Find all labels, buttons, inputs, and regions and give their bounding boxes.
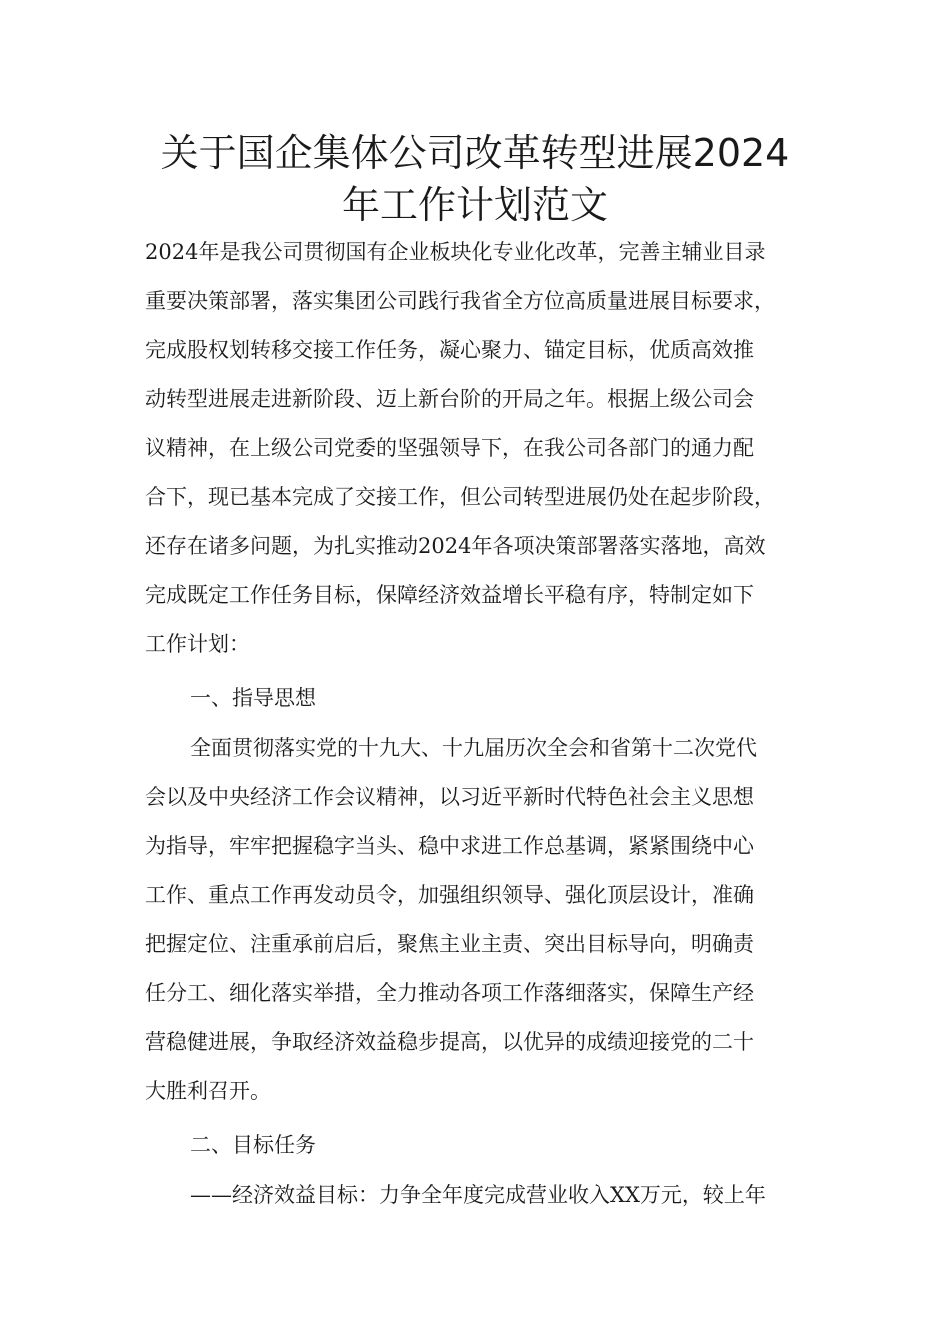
section-heading-guiding-thought: 一、指导思想: [190, 686, 316, 710]
intro-line: 议精神，在上级公司党委的坚强领导下，在我公司各部门的通力配: [145, 436, 754, 460]
section1-line: 为指导，牢牢把握稳字当头、稳中求进工作总基调，紧紧围绕中心: [145, 834, 754, 858]
section1-line: 营稳健进展，争取经济效益稳步提高，以优异的成绩迎接党的二十: [145, 1030, 754, 1054]
section1-line: 任分工、细化落实举措，全力推动各项工作落细落实，保障生产经: [145, 981, 754, 1005]
intro-line: 动转型进展走进新阶段、迈上新台阶的开局之年。根据上级公司会: [145, 387, 754, 411]
intro-line: 完成股权划转移交接工作任务，凝心聚力、锚定目标，优质高效推: [145, 338, 754, 362]
intro-line: 完成既定工作任务目标，保障经济效益增长平稳有序，特制定如下: [145, 583, 754, 607]
section1-line: 工作、重点工作再发动员令，加强组织领导、强化顶层设计，准确: [145, 883, 754, 907]
section1-line: 大胜利召开。: [145, 1079, 271, 1103]
intro-line: 还存在诸多问题，为扎实推动2024年各项决策部署落实落地，高效: [145, 534, 766, 558]
document-title-line-1: 关于国企集体公司改革转型进展2024: [160, 131, 790, 175]
document-title-line-2: 年工作计划范文: [341, 183, 608, 227]
section-heading-objectives: 二、目标任务: [190, 1133, 316, 1157]
section1-line: 全面贯彻落实党的十九大、十九届历次全会和省第十二次党代: [190, 736, 757, 760]
section1-line: 把握定位、注重承前启后，聚焦主业主责、突出目标导向，明确责: [145, 932, 754, 956]
section1-line: 会以及中央经济工作会议精神，以习近平新时代特色社会主义思想: [145, 785, 754, 809]
intro-line: 工作计划：: [145, 632, 250, 656]
section2-line: ——经济效益目标：力争全年度完成营业收入XX万元，较上年: [190, 1183, 766, 1207]
intro-line: 合下，现已基本完成了交接工作，但公司转型进展仍处在起步阶段，: [145, 485, 775, 509]
intro-line: 2024年是我公司贯彻国有企业板块化专业化改革，完善主辅业目录: [145, 240, 766, 264]
intro-line: 重要决策部署，落实集团公司践行我省全方位高质量进展目标要求，: [145, 289, 775, 313]
